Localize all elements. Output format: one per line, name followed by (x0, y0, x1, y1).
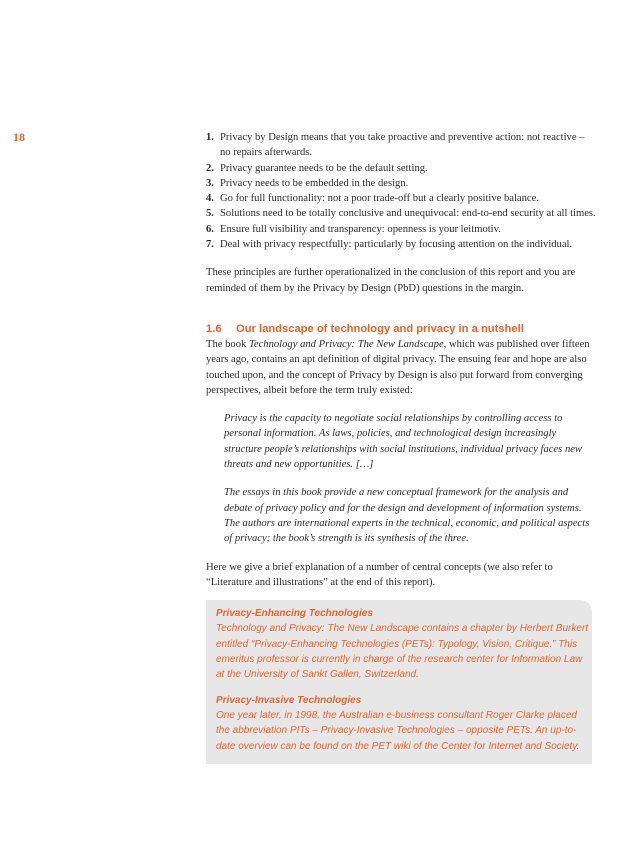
box-section (216, 606, 592, 682)
quote-paragraph: Privacy is the capacity to negotiate social relationships by controlling access to personal information. As laws, policies, and technological design increasingly structure people’s relationships with social institutions, individual privacy faces new threats and new opportunities. […] (224, 413, 583, 471)
list-item-number: 2. (206, 162, 214, 174)
list-item-text: Deal with privacy respectfully: particularly by focusing attention on the individual. (220, 239, 573, 251)
intro-text-continued: , which was published over fifteen years ago, contains an apt definition of digital privacy. The ensuing fear and hope are also touched upon, and the concept of Privacy by Design is also put forward from converging perspectives, albeit before the term truly existed: (206, 338, 590, 396)
list-item-number: 4. (206, 193, 214, 205)
list-item-number: 7. (206, 239, 214, 251)
list-item-number: 1. (206, 132, 214, 143)
book-title: Technology and Privacy: The New Landscape (248, 338, 444, 350)
intro-text: The book (206, 338, 249, 350)
quote-paragraph: The essays in this book provide a new conceptual framework for the analysis and debate of privacy policy and for the design and development of information systems. The authors are international experts in the technical, economic, and political aspects of privacy; the book’s strength is its synthesis of the three. (224, 487, 590, 545)
list-item-text: Ensure full visibility and transparency: openness is your leitmotiv. (220, 223, 501, 235)
section-title: Our landscape of technology and privacy in a nutshell (236, 322, 524, 335)
sidebar-box (206, 600, 592, 764)
list-item-number: 6. (206, 223, 214, 235)
page-content (206, 130, 596, 764)
list-item (206, 176, 596, 191)
list-item (206, 130, 596, 161)
section-heading (206, 322, 596, 337)
box-section (216, 693, 592, 754)
list-item-number: 3. (206, 177, 214, 189)
section-intro (206, 337, 596, 398)
list-item (206, 191, 596, 206)
list-item-text: Privacy by Design means that you take proactive and preventive action: not reactive – no repairs afterwards. (220, 132, 585, 159)
list-item-text: Solutions need to be totally conclusive and unequivocal: end-to-end security at all times. (220, 208, 596, 220)
list-item (206, 206, 596, 221)
section-number: 1.6 (206, 322, 222, 335)
block-quote (224, 411, 596, 546)
list-item (206, 237, 596, 252)
box-section-title: Privacy-Invasive Technologies (216, 694, 362, 706)
concepts-paragraph: Here we give a brief explanation of a number of central concepts (we also refer to “Literature and illustrations” at the end of this report). (206, 561, 553, 588)
box-section-body: One year later, in 1998, the Australian e-business consultant Roger Clarke placed the abbreviation PITs – Privacy-Invasive Technologies – opposite PETs. An up-to-date overview can be found on the PET wiki of the Center for Internet and Society. (216, 709, 580, 752)
list-item (206, 161, 596, 176)
list-item-text: Go for full functionality: not a poor trade-off but a clearly positive balance. (220, 193, 539, 205)
principles-list (206, 130, 596, 252)
box-section-body: Technology and Privacy: The New Landscape contains a chapter by Herbert Burkert entitled “Privacy-Enhancing Technologies (PETs): Typology, Vision, Critique.” This emeritus professor is currently in charge of the research center for Information Law at the University of Sankt Gallen, Switzerland. (216, 623, 589, 681)
list-item-text: Privacy needs to be embedded in the design. (220, 177, 409, 189)
page-number: 18 (13, 130, 25, 144)
list-item (206, 222, 596, 237)
list-item-text: Privacy guarantee needs to be the default setting. (220, 162, 428, 174)
box-section-title: Privacy-Enhancing Technologies (216, 608, 373, 620)
list-item-number: 5. (206, 208, 214, 220)
principles-paragraph: These principles are further operationalized in the conclusion of this report and you are reminded of them by the Privacy by Design (PbD) questions in the margin. (206, 267, 576, 294)
